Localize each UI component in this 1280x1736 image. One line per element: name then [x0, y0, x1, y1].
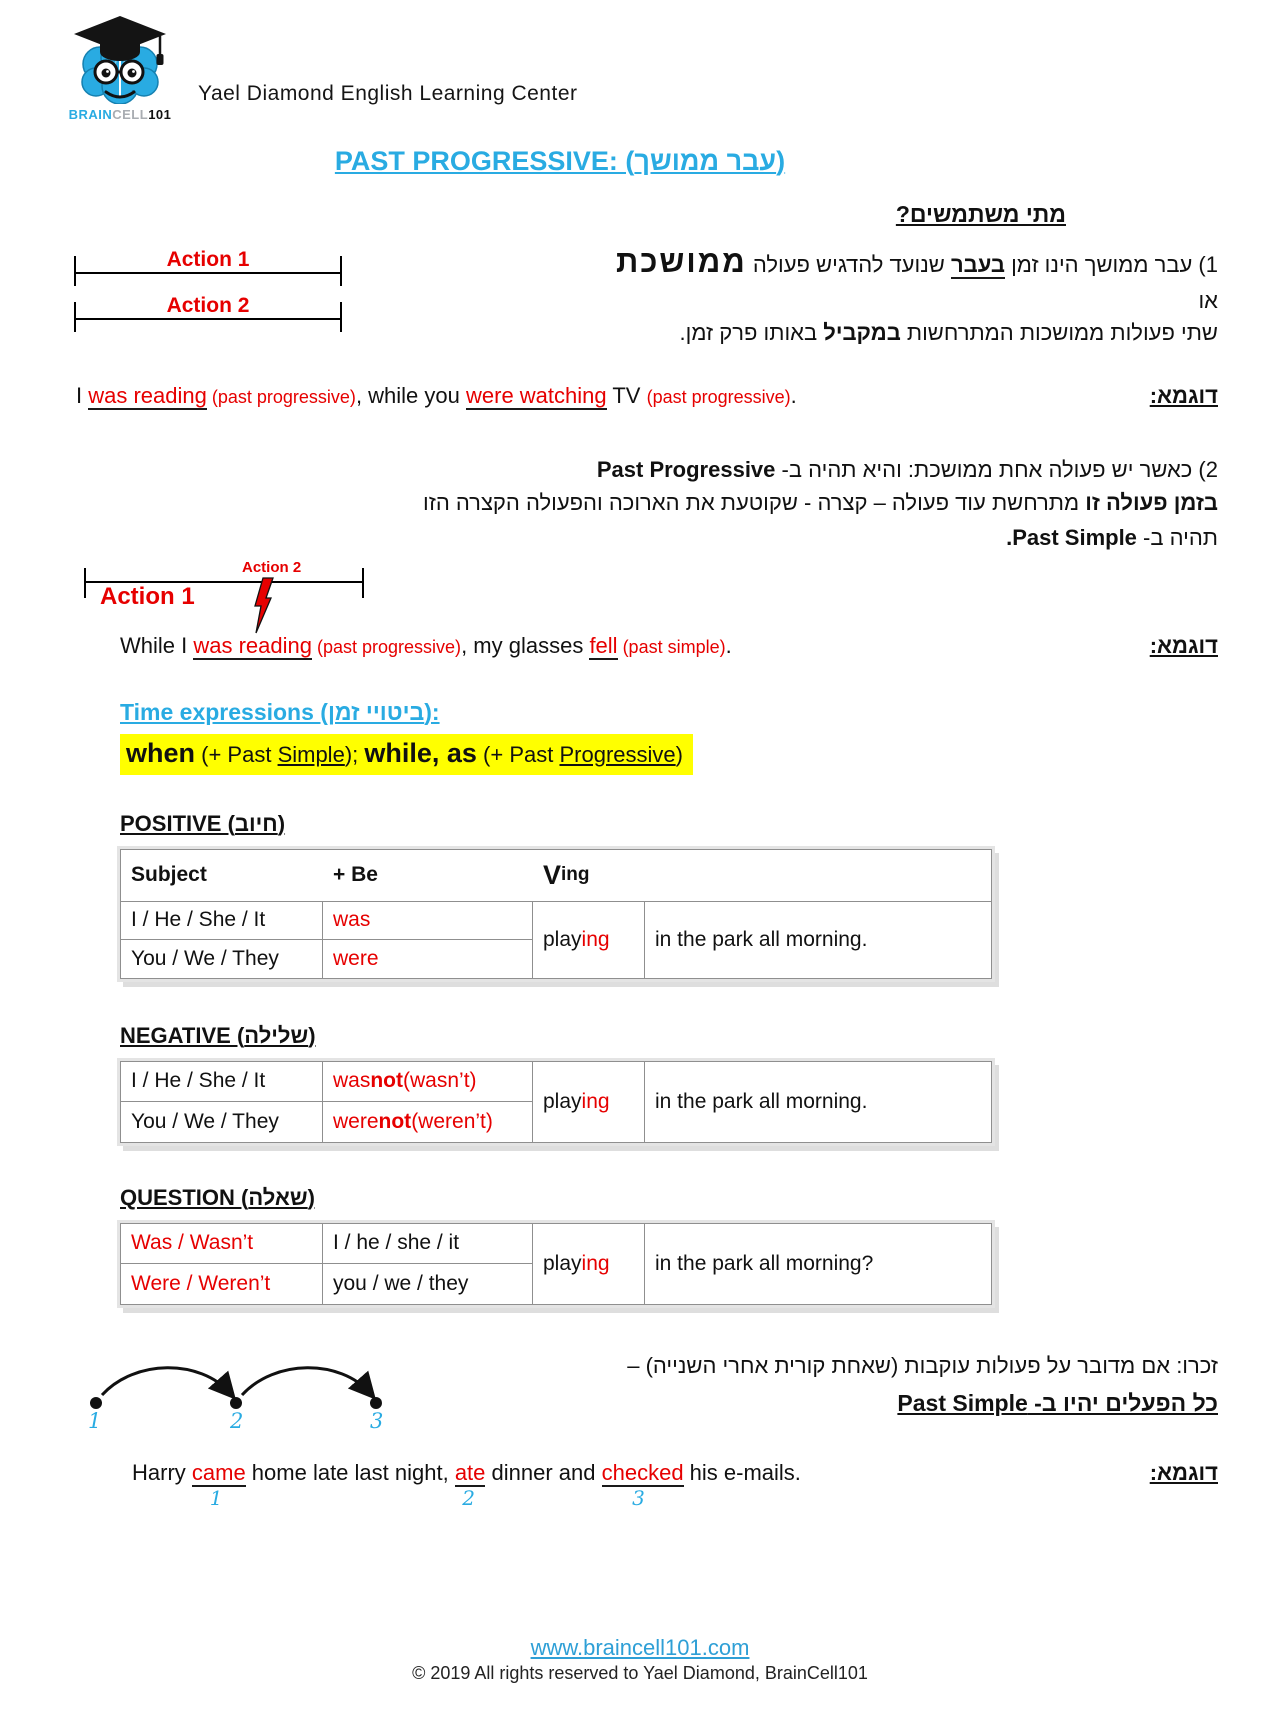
verb-ing: ing	[581, 1251, 610, 1275]
timeline-bar-1	[74, 248, 342, 278]
footer	[0, 1635, 1280, 1684]
text-run: .	[725, 632, 732, 658]
text-run: , while you	[355, 382, 466, 408]
contraction: (wasn’t)	[403, 1069, 477, 1093]
s2-row3	[62, 521, 1218, 615]
brand-cell: CELL	[112, 107, 149, 122]
verb-stem: play	[543, 927, 582, 951]
negative-table	[120, 1061, 992, 1143]
tense-note: (past simple)	[617, 636, 726, 657]
header	[62, 10, 1218, 122]
table-cell-aux: Was / Wasn’t	[121, 1224, 323, 1264]
time-expressions-heading: Time expressions (ביטויי זמן):	[120, 698, 440, 725]
verb-highlight: ate	[454, 1460, 486, 1486]
timeline-line	[74, 318, 342, 320]
parallel-actions-diagram	[74, 240, 414, 349]
example-label: דוגמא:	[1149, 632, 1218, 658]
text-run: 1) עבר ממושך הינו זמן	[1004, 252, 1218, 277]
timeline-bar-2	[74, 294, 342, 324]
interrupted-action-diagram	[84, 555, 414, 615]
text-run-bold: במקביל	[823, 319, 901, 345]
table-cell-rest: in the park all morning?	[655, 1251, 874, 1275]
numbered-verb	[454, 1460, 486, 1511]
s1-line1	[414, 240, 1218, 285]
verb-highlight: was reading	[193, 632, 312, 658]
timeline-line	[74, 272, 342, 274]
s1-line2: או	[1198, 287, 1218, 313]
table-cell-subject: you / we / they	[323, 1264, 533, 1304]
table-cell-subject: You / We / They	[121, 1102, 323, 1142]
col-header-ving	[533, 850, 991, 902]
verb-highlight: was reading	[88, 382, 207, 408]
text-run: TV	[606, 382, 647, 408]
remember-line2	[430, 1386, 1218, 1421]
question-table	[120, 1223, 992, 1305]
tense-note: (past progressive)	[646, 386, 791, 407]
text-run: I	[76, 382, 89, 408]
text-run: his e-mails.	[683, 1460, 801, 1486]
time-expressions	[120, 699, 1218, 775]
question-heading: QUESTION (שאלה)	[120, 1184, 315, 1210]
text-run: 2) כאשר יש פעולה אחת ממושכת: והיא תהיה ב-	[775, 456, 1218, 482]
text-run-bold: Past Progressive	[596, 456, 776, 482]
text-run: , my glasses	[461, 632, 590, 658]
when-heading: מתי משתמשים?	[895, 201, 1066, 227]
s1-line3	[414, 317, 1218, 349]
text-run: (+ Past	[476, 741, 560, 767]
sequence-arrows-diagram	[80, 1357, 430, 1433]
table-cell-be	[323, 1062, 533, 1102]
col-header-subject: Subject	[121, 850, 323, 902]
positive-heading: POSITIVE (חיוב)	[120, 810, 286, 836]
website-link[interactable]: www.braincell101.com	[530, 1635, 750, 1660]
example-3	[62, 1460, 1218, 1511]
table-cell-subject: I / He / She / It	[121, 902, 323, 940]
keyword-while-as: while, as	[364, 737, 477, 768]
v-big: V	[543, 859, 562, 890]
verb-number: 3	[632, 1486, 645, 1511]
timeline-line	[84, 558, 364, 610]
remember-section	[62, 1349, 1218, 1433]
section-2	[62, 453, 1218, 615]
copyright: © 2019 All rights reserved to Yael Diamond, BrainCell101	[412, 1663, 868, 1683]
text-run-underline: Simple	[277, 741, 345, 767]
past-simple-rule: כל הפעלים יהיו ב- Past Simple	[897, 1389, 1218, 1416]
sequence-number-1: 1	[88, 1408, 102, 1433]
verb-number: 1	[209, 1486, 223, 1511]
table-cell-verb	[533, 1062, 645, 1142]
table-cell-be	[323, 1102, 533, 1142]
verb-highlight: checked	[601, 1460, 684, 1486]
text-run: Harry	[132, 1460, 192, 1486]
text-run: While I	[120, 632, 194, 658]
be-verb: were	[333, 1109, 379, 1133]
table-cell-verb	[533, 902, 645, 978]
text-run: מתרחשת עוד פעולה – קצרה - שקוטעת את הארוכה והפעולה הקצרה הזו	[423, 489, 1086, 515]
text-run: .	[790, 382, 797, 408]
be-verb: was	[333, 1069, 371, 1093]
verb-highlight: came	[191, 1460, 246, 1486]
verb-ing: ing	[581, 927, 610, 951]
section-1	[62, 240, 1218, 349]
text-run: dinner and	[485, 1460, 602, 1486]
s2-line2	[62, 486, 1218, 519]
text-run: home late last night,	[245, 1460, 455, 1486]
table-cell-subject: I / he / she / it	[323, 1224, 533, 1264]
text-run: )	[675, 741, 683, 767]
positive-table	[120, 849, 992, 979]
numbered-verb	[601, 1460, 684, 1511]
text-run: );	[344, 741, 365, 767]
s2-line3	[414, 521, 1218, 615]
big-word: ממושכת	[615, 244, 747, 279]
sequence-number-2: 2	[230, 1408, 244, 1433]
table-cell-subject: You / We / They	[121, 940, 323, 978]
example-3-sentence	[132, 1460, 801, 1511]
text-run: .	[1006, 524, 1013, 550]
table-cell-verb	[533, 1224, 645, 1304]
section-1-text	[414, 240, 1218, 349]
center-name: Yael Diamond English Learning Center	[198, 82, 578, 105]
table-cell-be: was	[323, 902, 533, 940]
example-label: דוגמא:	[1149, 1460, 1218, 1486]
table-cell-aux: Were / Weren’t	[121, 1264, 323, 1304]
negative-heading: NEGATIVE (שלילה)	[120, 1022, 316, 1048]
table-cell-subject: I / He / She / It	[121, 1062, 323, 1102]
verb-ing: ing	[581, 1089, 610, 1113]
text-run-bold-underline: בעבר	[950, 252, 1005, 277]
sequence-arrows-icon	[80, 1357, 410, 1413]
brain-graduate-icon	[68, 10, 172, 104]
col-header-be: + Be	[323, 850, 533, 902]
example-1	[62, 383, 1218, 409]
text-run: שתי פעולות ממושכות המתרחשות	[900, 319, 1218, 345]
table-cell-be: were	[323, 940, 533, 978]
remember-line1: זכרו: אם מדובר על פעולות עוקבות (שאחת קורית אחרי השנייה) –	[627, 1352, 1218, 1378]
text-run: באותו פרק זמן.	[679, 319, 824, 345]
not-bold: not	[378, 1109, 412, 1133]
action1-label: Action 1	[100, 582, 195, 610]
keyword-when: when	[126, 737, 196, 768]
example-label: דוגמא:	[1149, 382, 1218, 408]
text-run-bold: בזמן פעולה זו	[1085, 489, 1218, 515]
text-run: תהיה ב-	[1136, 524, 1218, 550]
brand-101: 101	[148, 107, 172, 122]
lightning-bolt-icon	[252, 577, 276, 635]
remember-text	[430, 1349, 1218, 1421]
text-run-bold: Past Simple	[1012, 524, 1137, 550]
contraction: (weren’t)	[411, 1109, 493, 1133]
table-cell-rest: in the park all morning.	[655, 927, 868, 951]
action1-label: Action 1	[166, 248, 250, 271]
text-run: שנועד להדגיש פעולה	[746, 252, 951, 277]
example-2-sentence	[120, 633, 732, 659]
not-bold: not	[370, 1069, 404, 1093]
verb-stem: play	[543, 1089, 582, 1113]
tense-note: (past progressive)	[312, 636, 462, 657]
example-1-sentence	[76, 383, 797, 409]
time-expressions-highlight	[120, 734, 693, 775]
verb-stem: play	[543, 1251, 582, 1275]
ing-small: ing	[561, 864, 590, 886]
brand-brain: BRAIN	[68, 107, 113, 122]
brand-wordmark	[62, 107, 178, 122]
sequence-number-3: 3	[370, 1408, 384, 1433]
text-run-underline: Progressive	[559, 741, 676, 767]
verb-highlight: fell	[589, 632, 618, 658]
numbered-verb	[191, 1460, 246, 1511]
text-run: (+ Past	[195, 741, 278, 767]
action2-label: Action 2	[242, 558, 302, 576]
logo	[62, 10, 178, 122]
tense-note: (past progressive)	[206, 386, 356, 407]
example-2	[62, 633, 1218, 659]
verb-highlight: were watching	[466, 382, 607, 408]
s2-line1	[62, 453, 1218, 486]
verb-number: 2	[462, 1486, 475, 1511]
page-title: PAST PROGRESSIVE: (עבר ממושך)	[334, 146, 786, 176]
action2-label: Action 2	[166, 294, 250, 317]
table-cell-rest: in the park all morning.	[655, 1089, 868, 1113]
